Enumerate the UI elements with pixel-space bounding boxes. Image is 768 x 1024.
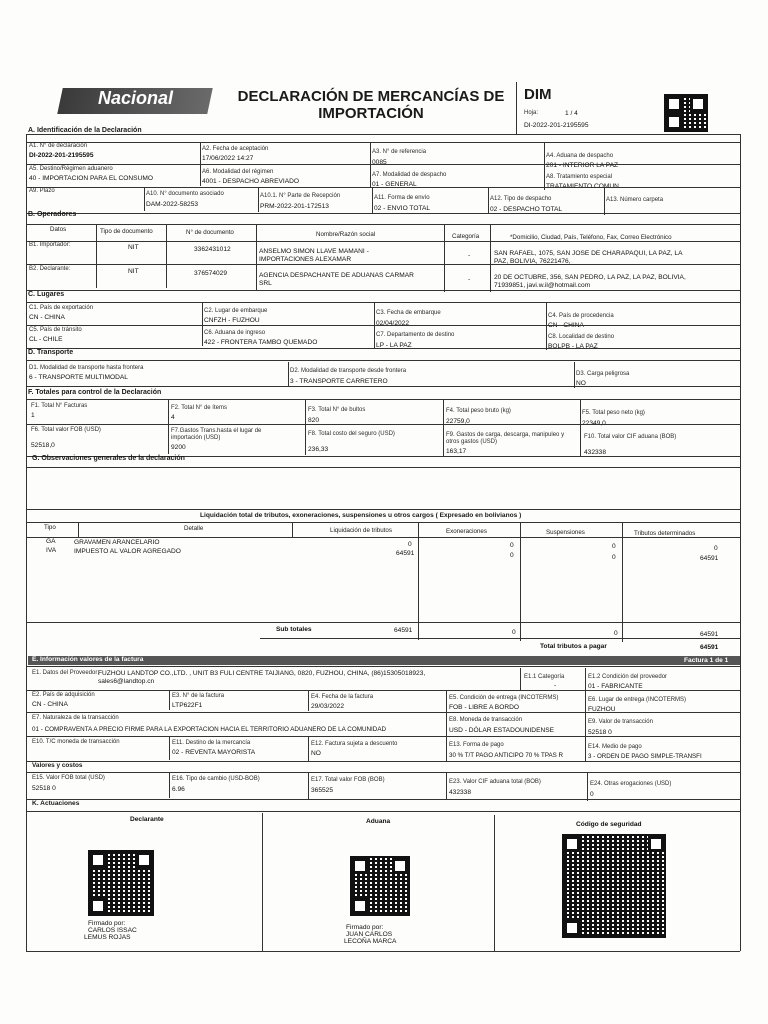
- col-tipo: Tipo: [44, 524, 56, 531]
- subtotal-det: 64591: [700, 631, 719, 638]
- section-d-title: D. Transporte: [28, 349, 74, 356]
- subtotal-susp: 0: [614, 630, 618, 637]
- f9-label-1: F9. Gastos de carga, descarga, manipuleo y: [446, 432, 565, 438]
- a2-label: A2. Fecha de aceptación: [202, 146, 269, 152]
- c3-value: 02/04/2022: [376, 320, 410, 327]
- e2-label: E2. País de adquisición: [32, 692, 95, 698]
- firmado-por-2: Firmado por:: [346, 924, 384, 931]
- a5-value: 40 - IMPORTACION PARA EL CONSUMO: [29, 175, 153, 182]
- c4-value: CN - CHINA: [548, 322, 584, 329]
- f6-value: 52518,0: [31, 442, 55, 449]
- b2-ndoc: 376574029: [194, 270, 228, 277]
- a4-label: A4. Aduana de despacho: [546, 153, 614, 159]
- e16-value: 6.96: [172, 786, 185, 793]
- doc-type: DIM: [524, 86, 552, 103]
- a12-value: 02 - DESPACHO TOTAL: [490, 206, 563, 213]
- e1-label: E1. Datos del Proveedor:: [32, 670, 100, 676]
- e23-value: 432338: [449, 789, 472, 796]
- f8-value: 236,33: [308, 446, 329, 453]
- e6-value: FUZHOU: [588, 706, 616, 713]
- total-value: 64591: [700, 644, 719, 651]
- a10-label: A10. N° documento asociado: [146, 191, 224, 197]
- col-categoria: Categoría: [452, 233, 480, 240]
- c5-value: CL - CHILE: [29, 336, 63, 343]
- c3-label: C3. Fecha de embarque: [376, 310, 441, 316]
- row-1-liq: 64591: [396, 550, 415, 557]
- a4-value: 201 - INTERIOR LA PAZ: [546, 162, 619, 169]
- e5-value: FOB - LIBRE A BORDO: [449, 704, 519, 711]
- section-b-title: B. Operadores: [28, 211, 77, 218]
- d3-label: D3. Carga peligrosa: [576, 371, 630, 377]
- e6-label: E6. Lugar de entrega (INCOTERMS): [588, 697, 687, 703]
- e9-value: 52518 0: [588, 729, 612, 736]
- f5-value: 22349,0: [582, 420, 606, 427]
- observaciones-area: [28, 468, 738, 508]
- c7-value: LP - LA PAZ: [376, 342, 412, 349]
- e11b-label: E11. Destino de la mercancía: [172, 740, 251, 746]
- section-k-title: K. Actuaciones: [32, 800, 80, 807]
- e1-2-label: E1.2 Condición del proveedor: [588, 674, 668, 680]
- e11b-value: 02 - REVENTA MAYORISTA: [172, 749, 256, 756]
- b1-categoria: -: [468, 252, 471, 259]
- b1-domicilio-1: SAN RAFAEL, 1075, SAN JOSE DE CHARAPAQUI, LA PAZ, LA: [494, 250, 683, 257]
- e1-1-label: E1.1 Categoría: [524, 674, 565, 680]
- b2-categoria: -: [468, 276, 471, 283]
- e5-label: E5. Condición de entrega (INCOTERMS): [449, 695, 559, 701]
- total-label: Total tributos a pagar: [540, 643, 607, 650]
- a5-label: A5. Destino/Régimen aduanero: [29, 166, 113, 172]
- section-c-title: C. Lugares: [28, 291, 65, 298]
- e12b-value: NO: [311, 750, 321, 757]
- row-1-exo: 0: [510, 552, 514, 559]
- col-datos: Datos: [50, 226, 67, 233]
- logo-text: Nacional: [98, 88, 174, 108]
- b2-label: B2. Declarante:: [29, 266, 71, 272]
- c5-label: C5. País de tránsito: [29, 327, 82, 333]
- f1-label: F1. Total N° Facturas: [31, 403, 88, 409]
- d3-value: NO: [576, 380, 586, 387]
- col-tipo-documento: Tipo de documento: [100, 228, 153, 235]
- a10-value: DAM-2022-58253: [146, 201, 199, 208]
- col-detalle: Detalle: [184, 525, 204, 532]
- a2-value: 17/06/2022 14:27: [202, 155, 254, 162]
- f5-label: F5. Total peso neto (kg): [582, 410, 645, 416]
- e23-label: E23. Valor CIF aduana total (BOB): [449, 779, 541, 785]
- a6-value: 4001 - DESPACHO ABREVIADO: [202, 178, 299, 185]
- f2-label: F2. Total N° de ítems: [171, 405, 227, 411]
- section-e-factura: Factura 1 de 1: [684, 657, 729, 664]
- aduana-label: Aduana: [366, 818, 391, 825]
- f6-label: F6. Total valor FOB (USD): [31, 427, 101, 433]
- title-line-2: IMPORTACIÓN: [318, 105, 424, 122]
- c8-value: BOLPB - LA PAZ: [548, 343, 598, 350]
- e14-value: 3 - ORDEN DE PAGO SIMPLE-TRANSFI: [588, 753, 702, 760]
- e2-value: CN - CHINA: [32, 701, 68, 708]
- signer-1-name-1: CARLOS ISSAC: [88, 927, 137, 934]
- c6-value: 422 - FRONTERA TAMBO QUEMADO: [204, 339, 318, 346]
- e24-value: 0: [590, 791, 594, 798]
- signer-2-name-1: JUAN CARLOS: [346, 931, 393, 938]
- c2-value: CNFZH - FUZHOU: [204, 317, 260, 324]
- e14-label: E14. Medio de pago: [588, 744, 642, 750]
- row-0-det: 0: [714, 545, 718, 552]
- a10-1-label: A10.1. N° Parte de Recepción: [260, 193, 341, 199]
- valores-title: Valores y costos: [32, 762, 83, 769]
- b2-nombre-1: AGENCIA DESPACHANTE DE ADUANAS CARMAR: [259, 272, 414, 279]
- b2-domicilio-2: 71939851, javi.w.il@hotmail.com: [494, 282, 591, 289]
- f9-value: 163,17: [446, 448, 467, 455]
- page-title: [226, 88, 516, 122]
- b2-tipo: NIT: [128, 268, 139, 275]
- security-qr-code: [562, 834, 666, 938]
- col-suspensiones: Suspensiones: [546, 529, 585, 536]
- col-tributos-determinados: Tributos determinados: [634, 530, 696, 537]
- b1-nombre-1: ANSELMO SIMON LLAVE MAMANI -: [259, 248, 369, 255]
- c1-label: C1. País de exportación: [29, 305, 94, 311]
- e16-label: E16. Tipo de cambio (USD-BOB): [172, 776, 260, 782]
- e24-label: E24. Otras erogaciones (USD): [590, 781, 672, 787]
- e4-label: E4. Fecha de la factura: [311, 694, 374, 700]
- signer-2-name-2: LECOÑA MARCA: [344, 938, 397, 945]
- e1-line-2: sales6@landtop.cn: [98, 678, 155, 685]
- subtotal-liq: 64591: [394, 627, 413, 634]
- row-0-detalle: GRAVAMEN ARANCELARIO: [74, 539, 160, 546]
- hoja-value: 1 / 4: [565, 110, 578, 117]
- e7-label: E7. Naturaleza de la transacción: [32, 715, 119, 721]
- b1-domicilio-2: PAZ, BOLIVIA, 76221476,: [494, 258, 571, 265]
- declarante-qr-code: [88, 850, 154, 916]
- e9-label: E9. Valor de transacción: [588, 719, 653, 725]
- a8-label: A8. Tratamiento especial: [546, 174, 613, 180]
- e1-2-value: 01 - FABRICANTE: [588, 683, 643, 690]
- e13-label: E13. Forma de pago: [449, 742, 504, 748]
- row-0-liq: 0: [408, 541, 412, 548]
- row-0-exo: 0: [510, 542, 514, 549]
- row-1-susp: 0: [612, 554, 616, 561]
- f3-value: 820: [308, 417, 320, 424]
- f4-value: 22759,0: [446, 418, 470, 425]
- dim-number: DI-2022-201-2195595: [524, 122, 589, 129]
- c1-value: CN - CHINA: [29, 314, 65, 321]
- a3-value: 0085: [372, 159, 387, 166]
- f8-label: F8. Total costo del seguro (USD): [308, 431, 395, 437]
- a3-label: A3. N° de referencia: [372, 149, 427, 155]
- c8-label: C8. Localidad de destino: [548, 334, 615, 340]
- section-g-title: G. Observaciones generales de la declaración: [32, 455, 185, 462]
- c2-label: C2. Lugar de embarque: [204, 308, 268, 314]
- e17-label: E17. Total valor FOB (BOB): [311, 777, 385, 783]
- f7-value: 9200: [171, 444, 186, 451]
- section-f-title: F. Totales para control de la Declaración: [28, 389, 162, 396]
- col-exoneraciones: Exoneraciones: [446, 528, 487, 535]
- e4-value: 29/03/2022: [311, 703, 345, 710]
- col-n-documento: N° de documento: [186, 229, 234, 236]
- signer-1-name-2: LEMUS ROJAS: [84, 934, 131, 941]
- row-0-tipo: GA: [46, 538, 56, 545]
- e3-value: LTP622F1: [172, 702, 203, 709]
- row-1-det: 64591: [700, 555, 719, 562]
- d2-label: D2. Modalidad de transporte desde frontera: [290, 368, 407, 374]
- e3-label: E3. N° de la factura: [172, 693, 225, 699]
- a1-value: DI-2022-201-2195595: [29, 152, 94, 159]
- b1-tipo: NIT: [128, 244, 139, 251]
- f1-value: 1: [31, 412, 35, 419]
- a7-label: A7. Modalidad de despacho: [372, 172, 447, 178]
- e7-value: 01 - COMPRAVENTA A PRECIO FIRME PARA LA EXPORTACION HACIA EL TERRITORIO ADUANERO DE LA COMUNIDAD: [32, 726, 387, 733]
- f3-label: F3. Total N° de bultos: [308, 407, 366, 413]
- e15-value: 52518 0: [32, 785, 56, 792]
- row-1-tipo: IVA: [46, 547, 57, 554]
- col-nombre: Nombre/Razón social: [316, 231, 376, 238]
- d2-value: 3 - TRANSPORTE CARRETERO: [290, 378, 388, 385]
- declarante-label: Declarante: [130, 816, 164, 823]
- c6-label: C6. Aduana de ingreso: [204, 330, 266, 336]
- f7-label-2: importación (USD): [171, 435, 221, 441]
- col-liquidacion: Liquidación de tributos: [330, 527, 392, 534]
- subtotal-label: Sub totales: [276, 626, 312, 633]
- f10-label: F10. Total valor CIF aduana (BOB): [584, 434, 677, 440]
- f2-value: 4: [171, 414, 175, 421]
- row-1-detalle: IMPUESTO AL VALOR AGREGADO: [74, 548, 181, 555]
- f10-value: 432338: [584, 449, 607, 456]
- a1-label: A1. N° de declaración: [29, 143, 88, 149]
- e15-label: E15. Valor FOB total (USD): [32, 775, 105, 781]
- e8-value: USD - DÓLAR ESTADOUNIDENSE: [449, 727, 555, 734]
- hoja-label: Hoja:: [524, 110, 539, 116]
- c7-label: C7. Departamento de destino: [376, 332, 455, 338]
- title-line-1: DECLARACIÓN DE MERCANCÍAS DE: [237, 88, 505, 105]
- section-a-title: A. Identificación de la Declaración: [28, 127, 142, 134]
- b2-domicilio-1: 20 DE OCTUBRE, 356, SAN PEDRO, LA PAZ, LA PAZ, BOLIVIA,: [494, 274, 686, 281]
- e12b-label: E12. Factura sujeta a descuento: [311, 741, 398, 747]
- a12-label: A12. Tipo de despacho: [490, 196, 552, 202]
- e10-label: E10. T/C moneda de transacción: [32, 739, 120, 745]
- logo: [60, 84, 220, 128]
- b2-nombre-2: SRL: [259, 280, 272, 287]
- a9-label: A9. Plazo: [29, 188, 55, 194]
- a8-value: TRATAMIENTO COMUN: [546, 183, 619, 190]
- a13-label: A13. Número carpeta: [606, 197, 664, 203]
- firmado-por-1: Firmado por:: [88, 920, 126, 927]
- e13-value: 30 % T/T PAGO ANTICIPO 70 % TPAS R: [449, 752, 563, 759]
- header-qr-code: [664, 94, 708, 132]
- b1-ndoc: 3362431012: [194, 246, 231, 253]
- e8-label: E8. Moneda de transacción: [449, 717, 523, 723]
- e1-line-1: FUZHOU LANDTOP CO.,LTD. , UNIT B3 FULI CENTRE TAIJIANG, 0820, FUZHOU, CHINA, (86)15305018923,: [98, 670, 426, 677]
- f9-label-2: otros gastos (USD): [446, 439, 498, 445]
- a11-value: 02 - ENVIO TOTAL: [374, 205, 431, 212]
- codigo-seguridad-label: Código de seguridad: [576, 821, 642, 828]
- aduana-qr-code: [350, 856, 410, 916]
- section-e-title: E. Información valores de la factura: [32, 656, 144, 663]
- subtotal-exo: 0: [512, 629, 516, 636]
- a10-1-value: PRM-2022-201-172513: [260, 203, 329, 210]
- d1-label: D1. Modalidad de transporte hasta frontera: [29, 365, 144, 371]
- f4-label: F4. Total peso bruto (kg): [446, 408, 511, 414]
- row-0-susp: 0: [612, 543, 616, 550]
- f7-label-1: F7.Gastos Trans.hasta el lugar de: [171, 428, 262, 434]
- section-h-title: Liquidación total de tributos, exoneraciones, suspensiones u otros cargos ( Expresado en bolivianos ): [200, 512, 522, 519]
- d1-value: 6 - TRANSPORTE MULTIMODAL: [29, 374, 128, 381]
- b1-nombre-2: IMPORTACIONES ALEXAMAR: [259, 256, 352, 263]
- b1-label: B1. Importador:: [29, 242, 71, 248]
- c4-label: C4. País de procedencia: [548, 313, 614, 319]
- col-domicilio: *Domicilio, Ciudad, País, Teléfono, Fax, Correo Electrónico: [510, 234, 672, 241]
- a6-label: A6. Modalidad del régimen: [202, 169, 274, 175]
- e17-value: 365525: [311, 787, 334, 794]
- e1-1-value: -: [554, 682, 557, 689]
- a11-label: A11. Forma de envío: [374, 195, 430, 201]
- a7-value: 01 - GENERAL: [372, 181, 417, 188]
